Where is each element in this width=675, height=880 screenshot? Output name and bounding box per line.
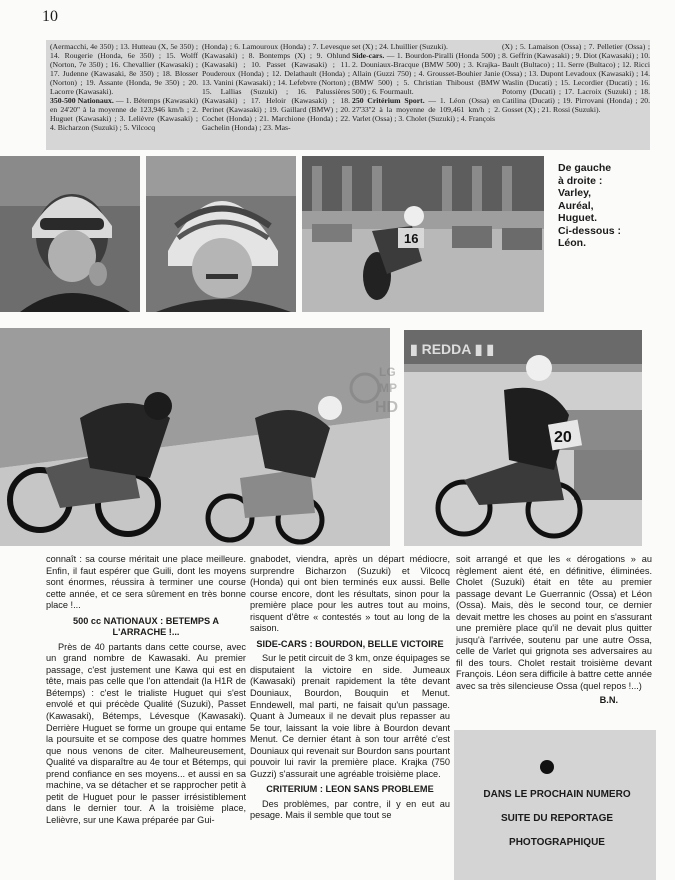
- article-paragraph: connaît : sa course méritait une place meilleure. Enfin, il faut espérer que Guili, dont les moyens sont énormes, réussira à terminer une course cette année, et ce sera sûrement en très bonne place !...: [46, 554, 246, 611]
- photo-race-group: [0, 328, 390, 546]
- results-text: (Aermacchi, 4e 350) ; 13. Hutteau (X, 5e 350) ; 14. Rougerie (Honda, 6e 350) ; 15. Wolff (Norton, 7e 350) ; 16. Chevallier (Kawasaki) ; 17. Judenne (Kawasaki, 8e 350) ; 18. Blosser (Norton) ; 19. Assante (Honda, 9e 350) ; 20. Lacorre (Kawasaki).: [50, 42, 198, 96]
- results-column-4: [502, 43, 650, 115]
- next-issue-line: PHOTOGRAPHIQUE: [509, 837, 605, 848]
- results-heading: 250 Critérium Sport.: [352, 95, 425, 105]
- photo-race-huguet: [302, 156, 544, 312]
- caption-line: Auréal,: [558, 199, 594, 212]
- results-text: (Honda) ; 6. Lamouroux (Honda) ; 7. Levesque (Kawasaki) ; 8. Bontemps (X) ; 9. Ohlund (Kawasaki) ; 10. Passet (Kawasaki) ; 11. Pouderoux (Honda) ; 12. Delathault (Honda) ; 13. Vanini (Kawasaki) ; 14. Lefebvre (Norton) ; 15. Lallias (Suzuki) ; 16. Palussières (Kawasaki) ; 17. Heloir (Kawasaki) ; 18. Perinet (Kawasaki) ; 19. Gaillard (BMW) ; 20. Cochet (Honda) ; 21. Marchione (Honda) ; 22. Gachelin (Honda) ; 23. Mas-: [202, 42, 350, 132]
- svg-text:MP: MP: [379, 381, 397, 395]
- caption-line: De gauche: [558, 162, 612, 174]
- results-text: — 1. Léon (Ossa) en 27'33''2 à la moyenne de 109,461 km/h ; 2. Varlet (Ossa) ; 3. Cholet (Suzuki) ; 4. François: [352, 95, 500, 123]
- bike-number-20: 20: [554, 429, 572, 446]
- next-issue-notice: [462, 783, 652, 855]
- photo-rider-aureal: [146, 156, 296, 312]
- watermark-logo: [345, 360, 415, 420]
- section-heading-criterium: CRITERIUM : LEON SANS PROBLEME: [266, 784, 434, 795]
- photo-race-leon: [404, 330, 642, 546]
- svg-text:LG: LG: [379, 365, 396, 379]
- results-text: — 1. Bourdon-Piralli (Honda 500) ; 2. Douniaux-Bracque (BMW 500) ; 3. Krajka-Allain (Guzzi 750) ; 4. Grousset-Bouhier Janie (BMW 500) ; 5. Christian Thiboust (BMW 500) ; 6. Fourmault.: [352, 50, 500, 96]
- results-text: — 1. Bétemps (Kawasaki) en 24'20'' à la moyenne de 123,946 km/h ; 2. Huguet (Kawasaki) ; 3. Lelièvre (Kawasaki) ; 4. Bicharzon (Suzuki) ; 5. Vilcocq: [50, 95, 199, 132]
- results-text: set (X) ; 24. Lhuillier (Suzuki).: [352, 42, 448, 51]
- article-paragraph: gnabodet, viendra, après un départ médiocre, surprendre Bicharzon (Suzuki) et Vilcocq (Honda) qui ont bien terminés eux aussi. Belle course encore, dont les résultats, sinon pour la première place pour les autres tout au moins, risquent d'être « contestés » tout au long de la saison.: [250, 554, 450, 634]
- article-paragraph: Sur le petit circuit de 3 km, onze équipages se disputaient la victoire en side. Jumeaux (Kawasaki) prenait rapidement la tête devant Douniaux, Bourdon, Bouquin et Menut. Enndewell, mal parti, ne faisait qu'un passage. Quant à Jumeaux il ne devait plus repasser au 5e tour, laissant la voie libre à Bourdon devant Menut. Ce dernier étant à son tour arrêté c'est Douniaux qui revenait sur Bourdon sans pourtant pouvoir lui ravir la première place. Krajka (750 Guzzi) s'assurait une agréable troisième place.: [250, 653, 450, 779]
- results-text: (X) ; 5. Lamaison (Ossa) ; 7. Pelletier (Ossa) ; 8. Geffrin (Kawasaki) ; 9. Diot (Kawasaki) ; 10. Bault (Bultaco) ; 11. Serre (Bultaco) ; 12. Ricci (Ossa) ; 13. Dupont Levadoux (Kawasaki) ; 14. Waslin (Ducati) ; 15. Lecordier (Ducati) ; 16. Potorny (Ducati) ; 17. Lacroix (Suzuki) ; 18. Catilina (Ducati) ; 19. Pirrovani (Honda) ; 20. Gosset (X) ; 21. Rossi (Suzuki).: [502, 42, 650, 114]
- article-paragraph: Des problèmes, par contre, il y en eut au pesage. Mais il semble que tout se: [250, 798, 450, 821]
- article-paragraph: Près de 40 partants dans cette course, avec un grand nombre de Kawasaki. Au premier passage, c'est justement une Kawa qui est en tête, mais pas celle que l'on attendait (la H1R de Bétemps) : c'est le trialiste Huguet qui s'est envolé et qui précède Qualité (Suzuki), Passet (Kawasaki), Bétemps, Lévesque (Kawasaki). Derrière Huguet se forme un groupe qui entame la poursuite et se compose des quatre hommes que nous venons de citer. Malheureusement, Qualité va disparaître au 4e tour et Bétemps, qui prend confiance en ses moyens... et aussi en sa machine, va se détacher et se rapprocher petit à petit de Huguet pour le passer irrésistiblement dans le dernier tour. A la troisième place, Lelièvre, sur une Kawa préparée par Gui-: [46, 641, 246, 825]
- caption-line: Varley,: [558, 187, 592, 199]
- page-number: 10: [42, 8, 58, 25]
- next-issue-line: SUITE DU REPORTAGE: [500, 813, 614, 824]
- results-column-3: [352, 43, 500, 124]
- section-heading-500cc: 500 cc NATIONAUX : BETEMPS A L'ARRACHE !...: [72, 615, 219, 638]
- bullet-dot-icon: [540, 760, 554, 774]
- article-column-1: [46, 554, 246, 826]
- article-paragraph: soit arrangé et que les « dérogations » au règlement aient été, en définitive, éliminées. Cholet (Suzuki) était en tête au premier passage devant Le Guerrannic (Ossa) et Léon (Ossa). Mais, dès le second tour, ce dernier devait mettre les choses au point en s'assurant une première place qu'il ne devait plus quitter jusqu'à l'arrivée, soutenu par une autre Ossa, celle de Varlet qui grignota ses adversaires au fil des tours. Cholet restait troisième devant François. Léon sera difficile à battre cette année avec sa très silencieuse Ossa (quel repos !...): [456, 554, 652, 692]
- article-column-2: [250, 554, 450, 822]
- caption-line: Léon.: [558, 237, 586, 249]
- results-heading: Side-cars.: [352, 50, 385, 60]
- bike-number-16: 16: [404, 231, 419, 246]
- photo-caption: [558, 162, 648, 250]
- article-column-3: [456, 554, 652, 706]
- svg-text:HD: HD: [375, 399, 399, 416]
- caption-line: à droite :: [558, 174, 603, 187]
- results-column-2: [202, 43, 350, 133]
- results-heading: 350-500 Nationaux.: [50, 95, 114, 105]
- next-issue-line: DANS LE PROCHAIN NUMERO: [483, 789, 631, 800]
- caption-line: Ci-dessous :: [558, 224, 622, 237]
- section-heading-side-cars: SIDE-CARS : BOURDON, BELLE VICTOIRE: [256, 638, 444, 649]
- svg-text:▮ REDDA ▮ ▮: ▮ REDDA ▮ ▮: [410, 341, 495, 357]
- caption-line: Huguet.: [558, 212, 598, 224]
- author-signature: B.N.: [599, 694, 618, 705]
- results-column-1: [50, 43, 198, 133]
- photo-rider-varley: [0, 156, 140, 312]
- results-panel: [46, 40, 650, 150]
